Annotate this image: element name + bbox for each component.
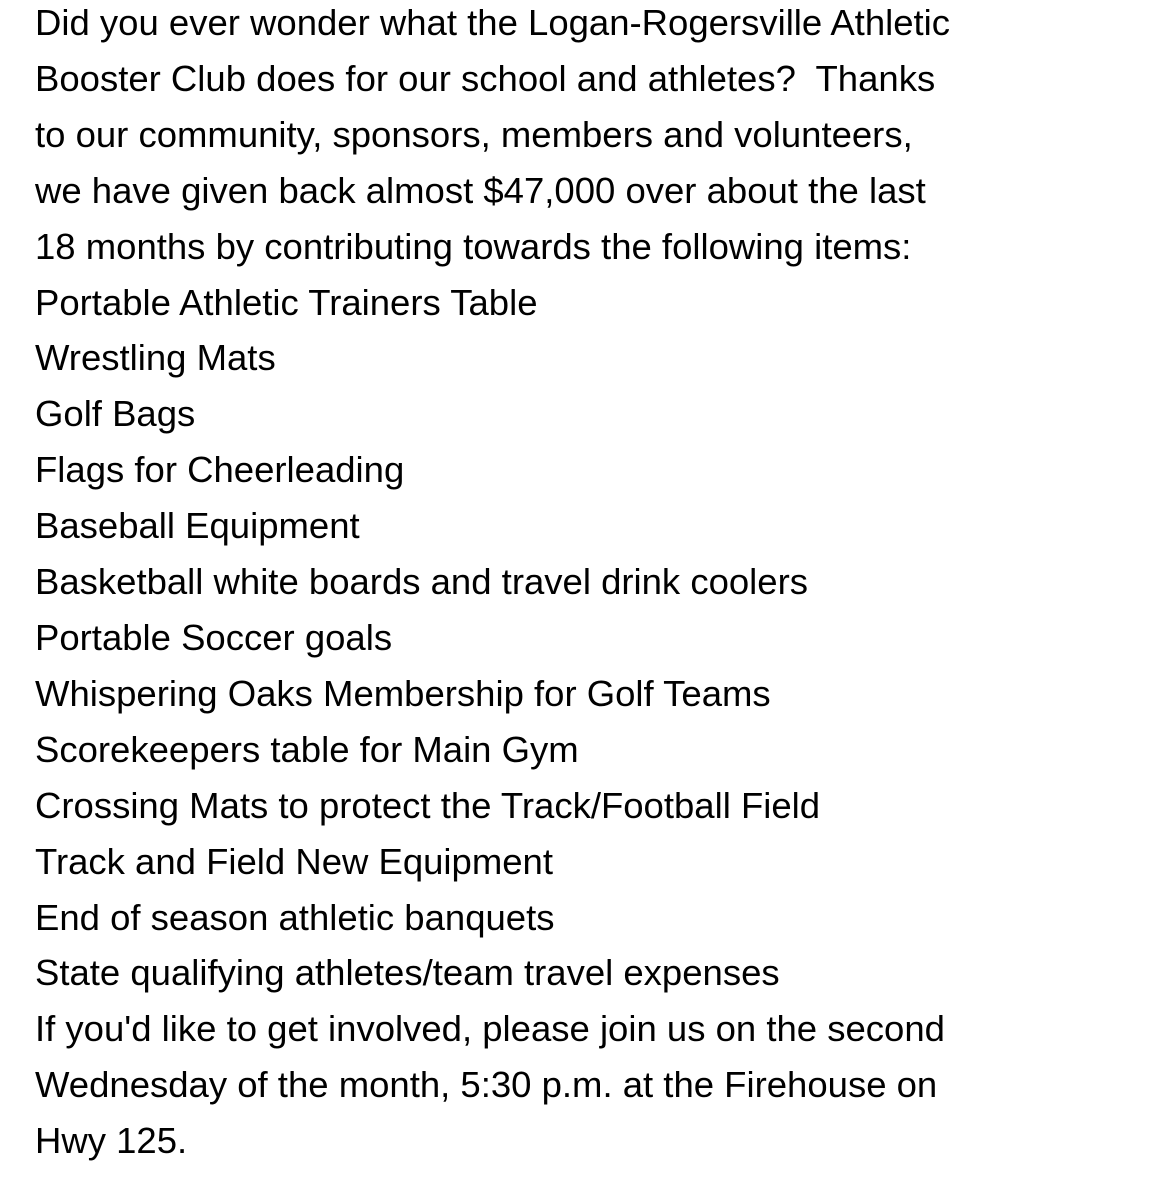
closing-line: Wednesday of the month, 5:30 p.m. at the Firehouse on (35, 1064, 938, 1106)
list-item: Whispering Oaks Membership for Golf Teams (35, 672, 771, 714)
list-item: Basketball white boards and travel drink coolers (35, 561, 808, 603)
closing-line: If you'd like to get involved, please join us on the second (35, 1008, 945, 1050)
post-intro (35, 0, 1145, 275)
intro-line: Did you ever wonder what the Logan-Rogersville Athletic (35, 2, 951, 43)
contribution-list (35, 275, 1145, 1002)
list-item: Track and Field New Equipment (35, 840, 553, 882)
intro-line: we have given back almost $47,000 over about the last (35, 169, 926, 211)
intro-line: 18 months by contributing towards the following items: (35, 225, 912, 267)
list-item: Wrestling Mats (35, 337, 276, 379)
list-item: Scorekeepers table for Main Gym (35, 728, 579, 770)
list-item: State qualifying athletes/team travel expenses (35, 952, 780, 994)
list-item: Portable Athletic Trainers Table (35, 281, 538, 323)
intro-line: Booster Club does for our school and athletes? Thanks (35, 57, 936, 99)
list-item: Flags for Cheerleading (35, 449, 405, 491)
list-item: Baseball Equipment (35, 505, 360, 547)
list-item: Crossing Mats to protect the Track/Football Field (35, 784, 821, 826)
closing-line: Hwy 125. (35, 1120, 188, 1162)
intro-line: to our community, sponsors, members and volunteers, (35, 113, 913, 155)
list-item: Portable Soccer goals (35, 616, 393, 658)
post-text (35, 0, 1145, 1169)
post-closing (35, 1001, 1145, 1169)
list-item: End of season athletic banquets (35, 896, 555, 938)
list-item: Golf Bags (35, 393, 196, 435)
